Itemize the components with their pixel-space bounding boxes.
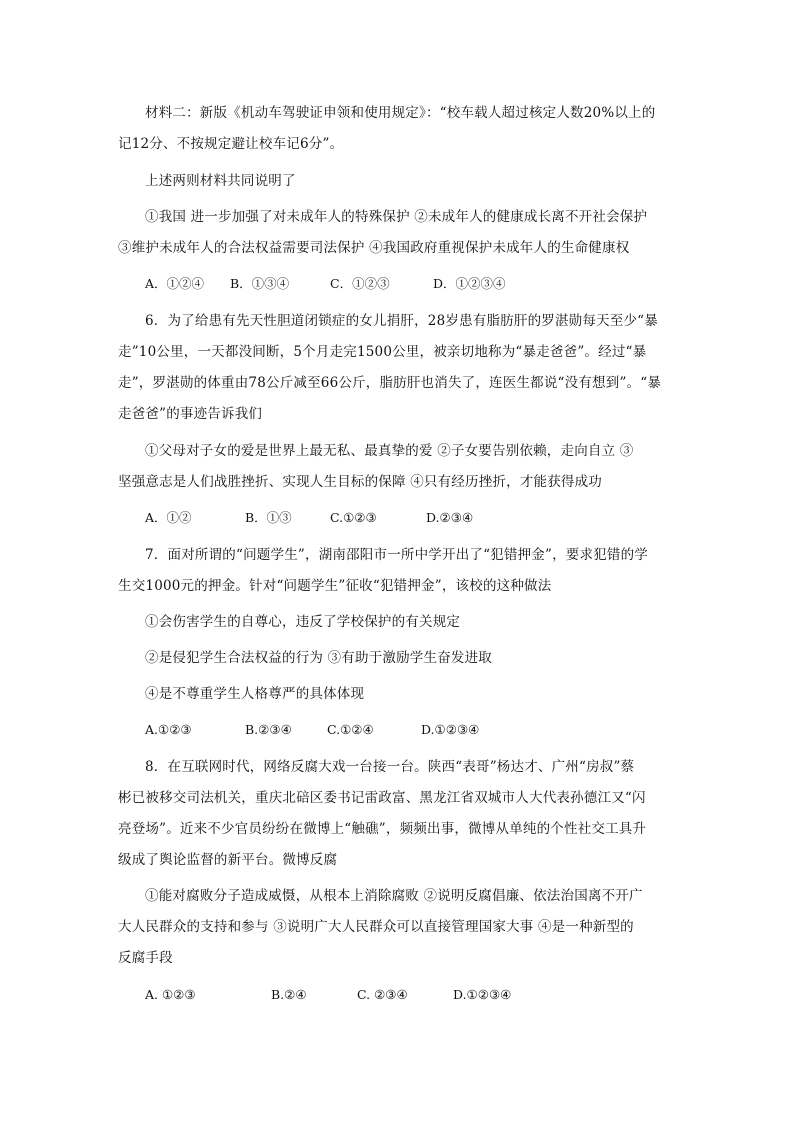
question-6-line-2: 走”10公里，一天都没间断，5个月走完1500公里，被亲切地称为“暴走爸爸”。经过“暴 <box>118 344 647 360</box>
question-7-option-a: A.①②③ <box>145 722 192 737</box>
question-7-option-c: C.①②④ <box>327 722 374 737</box>
question-7-option-d: D.①②③④ <box>421 722 480 737</box>
material-2-line-1: 材料二：新版《机动车驾驶证申领和使用规定》：“校车载人超过核定人数20%以上的 <box>145 105 656 121</box>
question-8-option-d: D.①②③④ <box>453 987 512 1002</box>
question-5-option-a: A．①②④ <box>145 276 205 291</box>
question-8-option-c: C. ②③④ <box>357 987 408 1002</box>
question-6-option-a: A．①② <box>145 510 192 525</box>
question-8-line-1: 8．在互联网时代，网络反腐大戏一台接一台。陕西“表哥”杨达才、广州“房叔”蔡 <box>145 759 635 775</box>
question-6-statements-line-1: ①父母对子女的爱是世界上最无私、最真挚的爱 ②子女要告别依赖，走向自立 ③ <box>145 443 634 459</box>
question-7-statement-1: ①会伤害学生的自尊心，违反了学校保护的有关规定 <box>145 614 461 630</box>
question-5-statements-line-1: ①我国 进一步加强了对未成年人的特殊保护 ②未成年人的健康成长离不开社会保护 <box>145 209 648 225</box>
question-5-option-b: B．①③④ <box>230 276 290 291</box>
question-6-option-b: B．①③ <box>245 510 292 525</box>
question-6-option-c: C.①②③ <box>330 510 377 525</box>
question-8-line-3: 亮登场”。近来不少官员纷纷在微博上“触礁”，频频出事，微博从单纯的个性社交工具升 <box>118 821 647 837</box>
question-7-statement-2: ②是侵犯学生合法权益的行为 ③有助于激励学生奋发进取 <box>145 650 492 666</box>
question-6-line-1: 6．为了给患有先天性胆道闭锁症的女儿捐肝，28岁患有脂肪肝的罗湛勋每天至少“暴 <box>145 313 658 329</box>
question-8-statements-line-2: 大人民群众的支持和参与 ③说明广大人民群众可以直接管理国家大事 ④是一种新型的 <box>118 919 634 935</box>
question-5-statements-line-2: ③维护未成年人的合法权益需要司法保护 ④我国政府重视保护未成年人的生命健康权 <box>118 240 630 256</box>
question-8-statements-line-1: ①能对腐败分子造成威慑，从根本上消除腐败 ②说明反腐倡廉、依法治国离不开广 <box>145 888 643 904</box>
question-8-line-4: 级成了舆论监督的新平台。微博反腐 <box>118 852 338 868</box>
question-7-statement-3: ④是不尊重学生人格尊严的具体体现 <box>145 686 365 702</box>
question-5-option-d: D．①②③④ <box>433 276 506 291</box>
question-8-line-2: 彬已被移交司法机关，重庆北碚区委书记雷政富、黑龙江省双城市人大代表孙德江又“闪 <box>118 790 646 806</box>
question-6-statements-line-2: 坚强意志是人们战胜挫折、实现人生目标的保障 ④只有经历挫折，才能获得成功 <box>118 474 602 490</box>
question-6-line-4: 走爸爸”的事迹告诉我们 <box>118 406 263 422</box>
question-6-option-d: D.②③④ <box>426 510 474 525</box>
question-5-stem: 上述两则材料共同说明了 <box>145 173 296 189</box>
question-8-option-a: A. ①②③ <box>145 987 196 1002</box>
question-7-option-b: B.②③④ <box>245 722 292 737</box>
question-5-option-c: C．①②③ <box>330 276 390 291</box>
question-7-line-1: 7．面对所谓的“问题学生”，湖南邵阳市一所中学开出了“犯错押金”，要求犯错的学 <box>145 547 648 563</box>
material-2-line-2: 记12分、不按规定避让校车记6分”。 <box>118 136 344 152</box>
question-8-statements-line-3: 反腐手段 <box>118 950 173 966</box>
question-7-line-2: 生交1000元的押金。针对“问题学生”征收“犯错押金”，该校的这种做法 <box>118 578 552 594</box>
question-6-line-3: 走”，罗湛勋的体重由78公斤减至66公斤，脂肪肝也消失了，连医生都说“没有想到”。“暴 <box>118 375 662 391</box>
question-8-option-b: B.②④ <box>271 987 307 1002</box>
